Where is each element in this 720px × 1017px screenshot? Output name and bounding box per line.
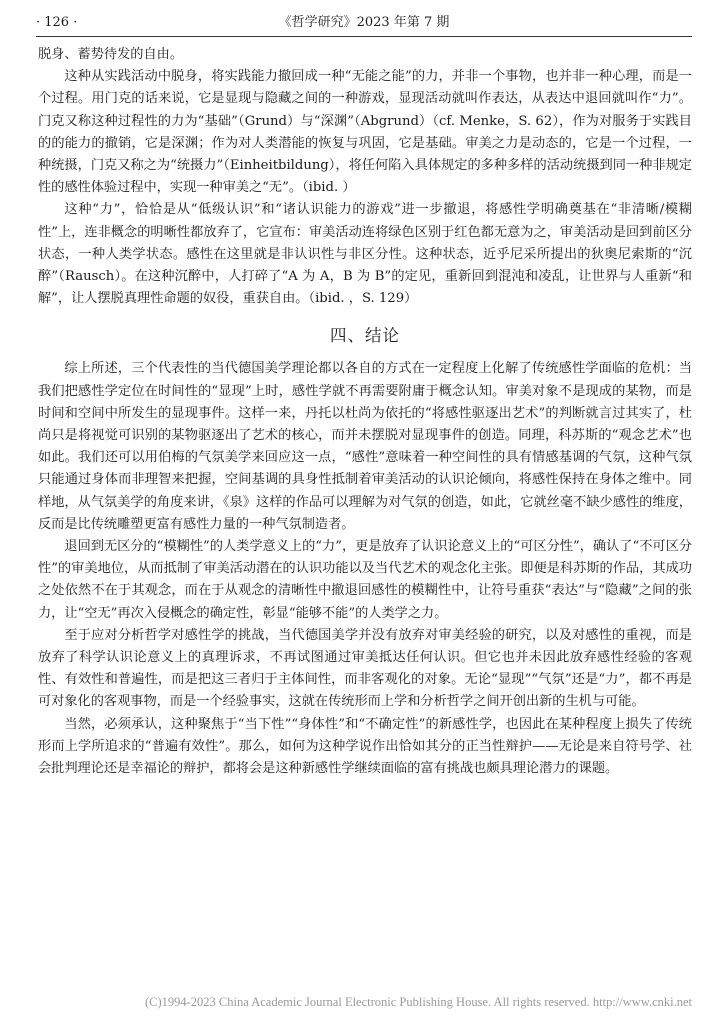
paragraph-continuation: 脱身、蓄势待发的自由。 <box>38 47 184 62</box>
paragraph: 这种从实践活动中脱身，将实践能力撤回成一种“无能之能”的力，并非一个事物，也并非一种心理，而是一个过程。用门克的话来说，它是显现与隐藏之间的一种游戏，显现活动就叫作表达，从表达中退回就叫作“力”。门克又称这种过程性的力为“基础”（Grund）与“深渊”（Abgrund）（cf. Menke，S. 62），作为对服务于实践目的的能力的撤销，它是深渊；作为对人类潜能的恢复与巩固，它是基础。审美之力是动态的，它是一个过程，一种统摄，门克又称之为“统摄力”（Einheitbildung），将任何陷入具体规定的多种多样的活动统摄到同一种非规定性的感性体验过程中，实现一种审美之“无”。（ibid. ） <box>38 69 692 196</box>
paragraph: 当然，必须承认，这种聚焦于“当下性”“身体性”和“不确定性”的新感性学，也因此在某种程度上损失了传统形而上学所追求的“普遍有效性”。那么，如何为这种学说作出恰如其分的正当性辩护——无论是来自符号学、社会批判理论还是幸福论的辩护，都将会是这种新感性学继续面临的富有挑战也颇具理论潜力的课题。 <box>38 716 692 777</box>
section-heading: 四、结论 <box>330 326 400 346</box>
article-body <box>38 44 692 780</box>
paragraph: 综上所述，三个代表性的当代德国美学理论都以各自的方式在一定程度上化解了传统感性学面临的危机：当我们把感性学定位在时间性的“显现”上时，感性学就不再需要附庸于概念认知。审美对象不是现成的某物，而是时间和空间中所发生的显现事件。这样一来，丹托以杜尚为依托的“将感性驱逐出艺术”的判断就言过其实了，杜尚只是将视觉可识别的某物驱逐出了艺术的核心，而并未摆脱对显现事件的创造。同理，科苏斯的“观念艺术”也如此。我们还可以用伯梅的气氛美学来回应这一点，“感性”意味着一种空间性的具有情感基调的气氛，这种气氛只能通过身体而非理智来把握，空间基调的具身性抵制着审美活动的认识论倾向，将感性保持在身体之维中。同样地，从气氛美学的角度来讲，《泉》这样的作品可以理解为对气氛的创造，如此，它就丝毫不缺少感性的维度，反而是比传统雕塑更富有感性力量的一种气氛制造者。 <box>38 361 692 532</box>
paragraph: 这种“力”，恰恰是从“低级认识”和“诸认识能力的游戏”进一步撤退，将感性学明确奠基在“非清晰/模糊性”上，连非概念的明晰性都放弃了，它宣布：审美活动连将绿色区别于红色都无意为之，审美活动是回到前区分状态，一种人类学状态。感性在这里就是非认识性与非区分性。这种状态，近乎尼采所提出的狄奥尼索斯的“沉醉”（Rausch）。在这种沉醉中，人打碎了“A 为 A，B 为 B”的定见，重新回到混沌和凌乱，让世界与人重新“和解”，让人摆脱真理性命题的奴役，重获自由。（ibid. ，S. 129） <box>38 202 692 307</box>
copyright-footer: (C)1994-2023 China Academic Journal Electronic Publishing House. All rights reserved. http://www.cnki.net <box>144 995 692 1009</box>
running-header <box>36 12 692 34</box>
page-number: · 126 · <box>36 15 78 30</box>
journal-title: 《哲学研究》2023 年第 7 期 <box>278 15 450 30</box>
header-rule <box>36 36 692 37</box>
paragraph: 退回到无区分的“模糊性”的人类学意义上的“力”，更是放弃了认识论意义上的“可区分性”，确认了“不可区分性”的审美地位，从而抵制了审美活动潜在的认识功能以及当代艺术的观念化主张。即便是科苏斯的作品，其成功之处依然不在于其观念，而在于从观念的清晰性中撤退回感性的模糊性中，让符号重获“表达”与“隐藏”之间的张力，让“空无”再次入侵概念的确定性，彰显“能够不能”的人类学之力。 <box>38 539 692 621</box>
paragraph: 至于应对分析哲学对感性学的挑战，当代德国美学并没有放弃对审美经验的研究，以及对感性的重视，而是放弃了科学认识论意义上的真理诉求，不再试图通过审美抵达任何认识。但它也并未因此放弃感性经验的客观性、有效性和普遍性，而是把这三者归于主体间性，而非客观化的对象。无论“显现”“气氛”还是“力”，都不再是可对象化的客观事物，而是一个经验事实，这就在传统形而上学和分析哲学之间开创出新的生机与可能。 <box>38 627 692 710</box>
